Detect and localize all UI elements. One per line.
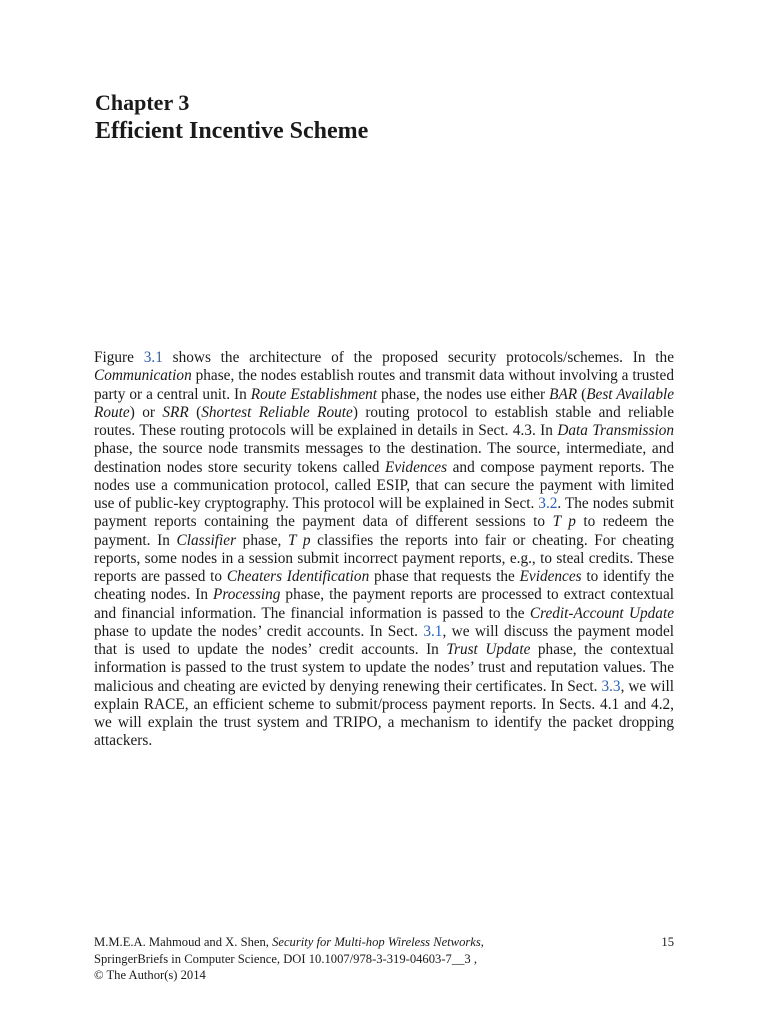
text-run: to identify the cheating nodes. In bbox=[94, 568, 674, 604]
text-run: ( bbox=[577, 385, 587, 403]
text-run: ) or bbox=[129, 403, 163, 421]
text-run: . The nodes submit payment reports containing the payment data of different sessions to bbox=[94, 495, 675, 531]
section-reference-link[interactable]: 3.1 bbox=[143, 349, 163, 366]
italic-term: BAR bbox=[549, 385, 578, 403]
page-number: 15 bbox=[661, 935, 674, 949]
text-run: phase, bbox=[236, 531, 288, 549]
text-run: phase that requests the bbox=[369, 568, 520, 585]
section-reference-link[interactable]: 3.1 bbox=[423, 622, 443, 640]
italic-term: Cheaters Identification bbox=[226, 568, 370, 585]
text-run: ) routing protocol to establish stable and reliable routes. These routing protocols will be explained in details in Sect. 4.3. In bbox=[94, 403, 674, 439]
italic-term: T p bbox=[287, 531, 311, 549]
chapter-title: Efficient Incentive Scheme bbox=[95, 118, 369, 144]
text-run: phase, the nodes use either bbox=[377, 385, 550, 403]
text-run: ( bbox=[188, 403, 202, 421]
footer-citation-line bbox=[94, 934, 674, 951]
italic-term: Communication bbox=[94, 367, 192, 385]
text-run: phase, the contextual information is passed to the trust system to update the nodes’ trust and reputation values. The malicious and cheating are evicted by denying renewing their certificates. In Sect. bbox=[94, 641, 675, 695]
text-run: phase to update the nodes’ credit accounts. In Sect. bbox=[94, 622, 424, 640]
text-run: to redeem the payment. In bbox=[94, 513, 674, 549]
italic-term: Data Transmission bbox=[557, 422, 674, 439]
text-run: Figure bbox=[94, 349, 144, 366]
footer-title-comma: , bbox=[480, 935, 484, 949]
italic-term: Processing bbox=[213, 586, 281, 604]
italic-term: Classifier bbox=[176, 531, 237, 549]
text-run: classifies the reports into fair or cheating. For cheating reports, some nodes in a session submit incorrect payment reports, e.g., to steal credits. These reports are passed to bbox=[94, 531, 675, 585]
italic-term: Best Available Route bbox=[94, 385, 675, 421]
text-run: , we will explain RACE, an efficient scheme to submit/process payment reports. In Sects. 4.1 and 4.2, we will explain the trust system and TRIPO, a mechanism to identify the packet dropping attackers. bbox=[94, 677, 674, 750]
italic-term: T p bbox=[552, 513, 576, 531]
italic-term: Credit-Account Update bbox=[529, 604, 674, 622]
text-run: , we will discuss the payment model that is used to update the nodes’ credit accounts. In bbox=[94, 622, 674, 658]
italic-term: Evidences bbox=[385, 458, 448, 476]
text-run: phase, the source node transmits messages to the destination. The source, intermediate, and destination nodes store security tokens called bbox=[94, 440, 674, 476]
footer-book-title: Security for Multi-hop Wireless Networks bbox=[272, 935, 481, 949]
text-run: and compose payment reports. The nodes use a communication protocol, called ESIP, that can secure the payment with limited use of public-key cryptography. This protocol will be explained in Sect. bbox=[94, 458, 674, 512]
text-run: phase, the nodes establish routes and transmit data without involving a trusted party or a central unit. In bbox=[94, 367, 674, 403]
page-footer bbox=[94, 934, 674, 984]
italic-term: Evidences bbox=[519, 568, 582, 585]
italic-term: Trust Update bbox=[446, 641, 531, 658]
footer-copyright: © The Author(s) 2014 bbox=[94, 968, 206, 982]
text-run: phase, the payment reports are processed to extract contextual and financial information. The financial information is passed to the bbox=[94, 586, 674, 622]
footer-authors: M.M.E.A. Mahmoud and X. Shen, bbox=[94, 935, 273, 949]
section-reference-link[interactable]: 3.3 bbox=[601, 677, 621, 695]
body-paragraph bbox=[94, 349, 674, 751]
chapter-label: Chapter 3 bbox=[95, 90, 190, 115]
italic-term: SRR bbox=[162, 403, 189, 421]
footer-series: SpringerBriefs in Computer Science, DOI 10.1007/978-3-319-04603-7__3 , bbox=[94, 951, 477, 966]
text-run: shows the architecture of the proposed security protocols/schemes. In the bbox=[162, 349, 674, 366]
section-reference-link[interactable]: 3.2 bbox=[538, 495, 558, 512]
italic-term: Shortest Reliable Route bbox=[201, 403, 353, 421]
italic-term: Route Establishment bbox=[250, 385, 378, 403]
